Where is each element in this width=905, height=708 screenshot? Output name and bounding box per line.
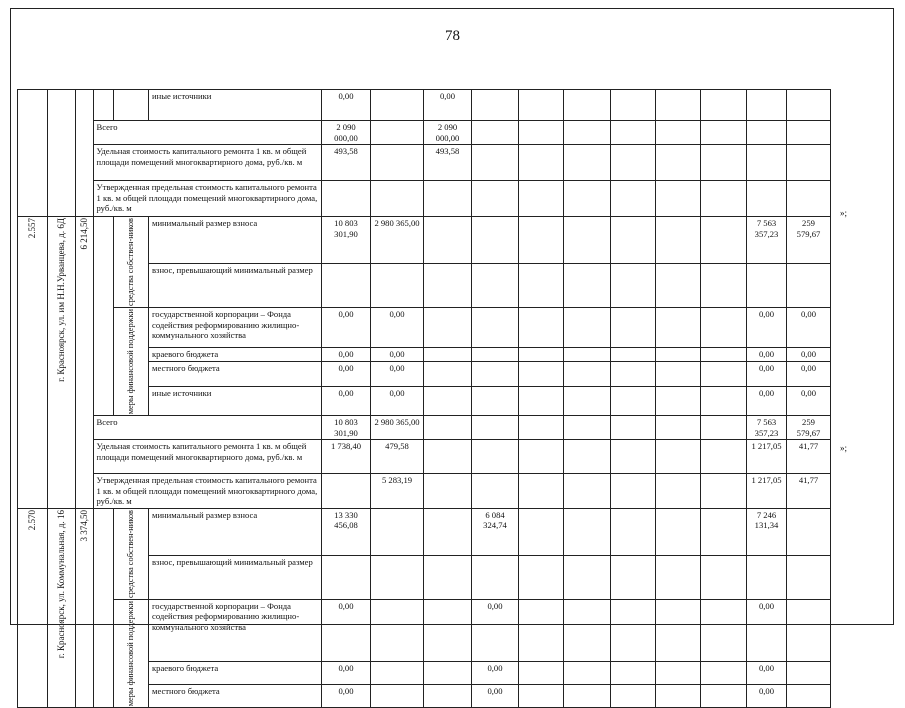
value-cell — [787, 121, 831, 145]
value-cell: 0,00 — [322, 684, 371, 707]
value-cell — [611, 90, 656, 121]
value-cell — [656, 440, 701, 474]
value-cell — [611, 217, 656, 264]
value-cell — [701, 661, 747, 684]
value-cell — [424, 599, 472, 661]
value-cell — [701, 264, 747, 308]
value-cell — [424, 386, 472, 416]
value-cell — [611, 599, 656, 661]
value-cell — [656, 556, 701, 600]
value-cell — [656, 264, 701, 308]
financial-support-cell — [113, 599, 149, 707]
value-cell — [564, 416, 611, 440]
value-cell: 5 283,19 — [371, 474, 424, 509]
value-cell — [472, 556, 519, 600]
value-cell — [564, 556, 611, 600]
value-cell — [656, 661, 701, 684]
value-cell — [656, 90, 701, 121]
value-cell — [611, 181, 656, 217]
financial-support-label: меры финансовой поддержки — [126, 309, 135, 415]
value-cell — [519, 474, 564, 509]
value-cell — [472, 264, 519, 308]
row-label: местного бюджета — [149, 684, 322, 707]
value-cell: 0,00 — [371, 347, 424, 362]
value-cell: 259 579,67 — [787, 416, 831, 440]
value-cell — [787, 181, 831, 217]
value-cell — [564, 181, 611, 217]
value-cell — [656, 121, 701, 145]
table-row — [18, 121, 831, 145]
owner-funds-label: средства собствен-ников — [126, 218, 135, 306]
value-cell — [519, 181, 564, 217]
value-cell: 479,58 — [371, 440, 424, 474]
owner-funds-cell — [113, 508, 149, 599]
value-cell: 0,00 — [322, 362, 371, 386]
value-cell — [519, 347, 564, 362]
value-cell — [701, 556, 747, 600]
table-row — [18, 90, 831, 121]
value-cell — [701, 474, 747, 509]
value-cell — [787, 684, 831, 707]
value-cell: 7 563 357,23 — [747, 416, 787, 440]
value-cell — [424, 264, 472, 308]
row-label: взнос, превышающий минимальный размер — [149, 556, 322, 600]
row-label: Всего — [93, 121, 322, 145]
value-cell: 2 980 365,00 — [371, 416, 424, 440]
trailing-mark-1: »; — [840, 208, 848, 218]
value-cell: 41,77 — [787, 474, 831, 509]
value-cell — [611, 661, 656, 684]
value-cell — [519, 386, 564, 416]
value-cell — [564, 145, 611, 181]
value-cell: 0,00 — [371, 308, 424, 348]
value-cell — [701, 440, 747, 474]
value-cell — [611, 684, 656, 707]
value-cell — [322, 264, 371, 308]
value-cell — [472, 121, 519, 145]
number-cell — [18, 217, 48, 509]
value-cell: 2 980 365,00 — [371, 217, 424, 264]
value-cell — [322, 181, 371, 217]
value-cell — [472, 181, 519, 217]
value-cell — [701, 416, 747, 440]
value-cell — [656, 181, 701, 217]
row-label: иные источники — [149, 386, 322, 416]
value-cell — [371, 181, 424, 217]
value-cell — [322, 556, 371, 600]
value-cell — [424, 362, 472, 386]
value-cell: 0,00 — [322, 308, 371, 348]
value-cell — [519, 416, 564, 440]
trailing-mark-2: »; — [840, 443, 848, 453]
value-cell — [701, 121, 747, 145]
row-label: Утвержденная предельная стоимость капитального ремонта 1 кв. м общей площади помещений многоквартирного дома, руб./кв. м — [93, 181, 322, 217]
value-cell — [472, 474, 519, 509]
table-row — [18, 508, 831, 555]
value-cell: 2 090 000,00 — [322, 121, 371, 145]
value-cell — [747, 556, 787, 600]
value-cell: 0,00 — [747, 661, 787, 684]
value-cell — [656, 508, 701, 555]
value-cell — [611, 264, 656, 308]
value-cell — [656, 416, 701, 440]
value-cell — [519, 684, 564, 707]
value-cell: 0,00 — [747, 599, 787, 661]
value-cell: 2 090 000,00 — [424, 121, 472, 145]
value-cell — [424, 661, 472, 684]
value-cell — [472, 145, 519, 181]
value-cell: 10 803 301,90 — [322, 217, 371, 264]
value-cell — [424, 308, 472, 348]
value-cell: 0,00 — [322, 599, 371, 661]
value-cell: 13 330 456,08 — [322, 508, 371, 555]
value-cell — [656, 217, 701, 264]
row-label: государственной корпорации – Фонда содействия реформированию жилищно-коммунального хозяйства — [149, 599, 322, 661]
value-cell: 0,00 — [747, 684, 787, 707]
value-cell: 7 246 131,34 — [747, 508, 787, 555]
value-cell — [787, 264, 831, 308]
value-cell: 0,00 — [787, 386, 831, 416]
value-cell — [564, 362, 611, 386]
value-cell — [519, 264, 564, 308]
value-cell: 259 579,67 — [787, 217, 831, 264]
value-cell — [611, 121, 656, 145]
row-label: Удельная стоимость капитального ремонта 1 кв. м общей площади помещений многоквартирного дома, руб./кв. м — [93, 440, 322, 474]
value-cell — [656, 474, 701, 509]
value-cell: 0,00 — [747, 347, 787, 362]
value-cell — [611, 347, 656, 362]
value-cell — [564, 121, 611, 145]
value-cell — [519, 121, 564, 145]
value-cell — [747, 90, 787, 121]
value-cell — [611, 386, 656, 416]
value-cell: 0,00 — [747, 308, 787, 348]
value-cell: 0,00 — [322, 386, 371, 416]
value-cell — [424, 440, 472, 474]
row-label: Утвержденная предельная стоимость капитального ремонта 1 кв. м общей площади помещений многоквартирного дома, руб./кв. м — [93, 474, 322, 509]
value-cell — [701, 145, 747, 181]
value-cell — [322, 474, 371, 509]
value-cell — [472, 308, 519, 348]
value-cell — [424, 217, 472, 264]
value-cell: 0,00 — [371, 362, 424, 386]
value-cell — [611, 474, 656, 509]
table-row — [18, 145, 831, 181]
value-cell: 10 803 301,90 — [322, 416, 371, 440]
address-cell — [48, 508, 76, 707]
value-cell: 1 217,05 — [747, 440, 787, 474]
value-cell — [564, 386, 611, 416]
value-cell — [472, 362, 519, 386]
row-label: минимальный размер взноса — [149, 217, 322, 264]
value-cell — [564, 661, 611, 684]
table-row — [18, 308, 831, 348]
building-number: 2.557 — [27, 218, 38, 239]
table-row — [18, 474, 831, 509]
value-cell — [701, 362, 747, 386]
value-cell — [564, 90, 611, 121]
value-cell — [371, 264, 424, 308]
table-row — [18, 217, 831, 264]
table-row — [18, 599, 831, 661]
value-cell — [656, 145, 701, 181]
value-cell — [656, 599, 701, 661]
value-cell: 493,58 — [322, 145, 371, 181]
value-cell — [747, 121, 787, 145]
value-cell — [371, 661, 424, 684]
table-row — [18, 181, 831, 217]
number-cell — [18, 90, 48, 217]
value-cell — [519, 661, 564, 684]
value-cell: 0,00 — [787, 347, 831, 362]
value-cell: 0,00 — [787, 362, 831, 386]
value-cell — [472, 386, 519, 416]
value-cell: 0,00 — [322, 90, 371, 121]
value-cell — [519, 145, 564, 181]
value-cell — [747, 264, 787, 308]
value-cell — [701, 599, 747, 661]
value-cell — [564, 347, 611, 362]
value-cell — [564, 508, 611, 555]
building-number: 2.570 — [27, 509, 38, 531]
value-cell — [519, 362, 564, 386]
area-cell — [76, 508, 94, 707]
value-cell — [564, 264, 611, 308]
row-label: краевого бюджета — [149, 347, 322, 362]
value-cell — [371, 684, 424, 707]
value-cell — [747, 181, 787, 217]
building-address: г. Красноярск, ул. им Н.Н.Урванцева, д. 6Д — [56, 218, 67, 382]
financial-support-label: меры финансовой поддержки — [126, 600, 135, 707]
table-row — [18, 416, 831, 440]
value-cell — [701, 347, 747, 362]
value-cell — [472, 416, 519, 440]
value-cell — [472, 217, 519, 264]
value-cell — [701, 181, 747, 217]
value-cell — [424, 556, 472, 600]
value-cell — [472, 90, 519, 121]
value-cell — [611, 145, 656, 181]
value-cell — [787, 556, 831, 600]
value-cell — [701, 217, 747, 264]
value-cell: 0,00 — [472, 599, 519, 661]
capital-repair-table — [17, 89, 831, 708]
value-cell: 0,00 — [322, 661, 371, 684]
value-cell — [701, 684, 747, 707]
value-cell — [656, 684, 701, 707]
area-cell — [76, 217, 94, 509]
value-cell: 6 084 324,74 — [472, 508, 519, 555]
value-cell — [371, 508, 424, 555]
row-label: Удельная стоимость капитального ремонта 1 кв. м общей площади помещений многоквартирного дома, руб./кв. м — [93, 145, 322, 181]
value-cell — [656, 362, 701, 386]
value-cell — [564, 684, 611, 707]
row-label: государственной корпорации – Фонда содействия реформированию жилищно-коммунального хозяйства — [149, 308, 322, 348]
address-cell — [48, 90, 76, 217]
value-cell — [611, 440, 656, 474]
value-cell — [787, 599, 831, 661]
value-cell — [371, 599, 424, 661]
value-cell — [424, 684, 472, 707]
value-cell — [787, 90, 831, 121]
value-cell — [424, 508, 472, 555]
value-cell — [519, 599, 564, 661]
row-label: иные источники — [149, 90, 322, 121]
empty-cell — [93, 508, 113, 707]
value-cell — [371, 556, 424, 600]
value-cell — [519, 217, 564, 264]
page-number: 78 — [445, 28, 460, 44]
value-cell — [371, 145, 424, 181]
empty-cell — [93, 217, 113, 416]
value-cell — [611, 416, 656, 440]
building-area: 3 374,50 — [79, 509, 89, 542]
value-cell — [424, 347, 472, 362]
owner-funds-label: средства собствен-ников — [126, 509, 135, 598]
value-cell — [656, 386, 701, 416]
value-cell — [564, 217, 611, 264]
value-cell — [424, 474, 472, 509]
value-cell — [611, 362, 656, 386]
empty-cell — [93, 90, 113, 121]
value-cell: 0,00 — [472, 684, 519, 707]
table-row — [18, 440, 831, 474]
value-cell — [656, 347, 701, 362]
value-cell — [424, 181, 472, 217]
building-area: 6 214,50 — [79, 218, 89, 250]
value-cell — [564, 308, 611, 348]
financial-support-cell — [113, 308, 149, 416]
row-label: краевого бюджета — [149, 661, 322, 684]
value-cell: 0,00 — [787, 308, 831, 348]
value-cell: 0,00 — [371, 386, 424, 416]
address-cell — [48, 217, 76, 509]
value-cell — [564, 474, 611, 509]
row-label: Всего — [93, 416, 322, 440]
value-cell: 0,00 — [472, 661, 519, 684]
building-address: г. Красноярск, ул. Коммунальная, д. 16 — [56, 509, 67, 658]
value-cell — [611, 556, 656, 600]
value-cell — [519, 308, 564, 348]
value-cell — [747, 145, 787, 181]
value-cell — [787, 145, 831, 181]
area-cell — [76, 90, 94, 217]
value-cell — [701, 90, 747, 121]
value-cell — [472, 440, 519, 474]
row-label: местного бюджета — [149, 362, 322, 386]
value-cell: 1 738,40 — [322, 440, 371, 474]
value-cell — [787, 508, 831, 555]
value-cell — [424, 416, 472, 440]
value-cell: 493,58 — [424, 145, 472, 181]
value-cell — [656, 308, 701, 348]
value-cell: 1 217,05 — [747, 474, 787, 509]
value-cell — [371, 90, 424, 121]
owner-funds-cell — [113, 217, 149, 308]
value-cell — [564, 440, 611, 474]
value-cell — [611, 308, 656, 348]
value-cell — [611, 508, 656, 555]
value-cell — [371, 121, 424, 145]
value-cell — [472, 347, 519, 362]
value-cell — [564, 599, 611, 661]
value-cell — [519, 440, 564, 474]
value-cell: 41,77 — [787, 440, 831, 474]
value-cell — [701, 508, 747, 555]
value-cell: 0,00 — [322, 347, 371, 362]
value-cell: 0,00 — [424, 90, 472, 121]
value-cell: 0,00 — [747, 386, 787, 416]
value-cell — [787, 661, 831, 684]
value-cell: 7 563 357,23 — [747, 217, 787, 264]
value-cell — [701, 386, 747, 416]
value-cell: 0,00 — [747, 362, 787, 386]
row-label: минимальный размер взноса — [149, 508, 322, 555]
value-cell — [519, 508, 564, 555]
value-cell — [701, 308, 747, 348]
value-cell — [519, 556, 564, 600]
value-cell — [519, 90, 564, 121]
empty-cell — [113, 90, 149, 121]
number-cell — [18, 508, 48, 707]
row-label: взнос, превышающий минимальный размер — [149, 264, 322, 308]
